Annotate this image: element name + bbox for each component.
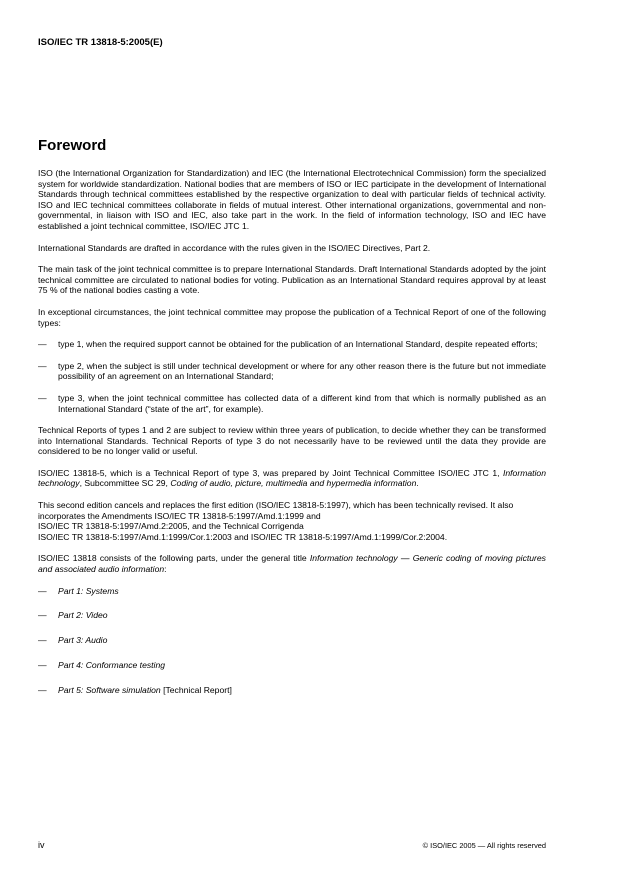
list-dash: — xyxy=(38,659,47,670)
list-item-part-4 xyxy=(38,660,546,671)
page-title: Foreword xyxy=(38,137,107,154)
list-dash: — xyxy=(38,585,47,596)
list-item-part-3 xyxy=(38,635,546,646)
prepared-by-subcommittee: , Subcommittee SC 29, xyxy=(79,478,171,489)
list-dash: — xyxy=(38,635,47,646)
list-dash: — xyxy=(38,339,47,350)
paragraph-main-task: The main task of the joint technical committee is to prepare International Standards. Draft International Standards adopted by the joint technical committee are circulated to national bodies for voting. Publication as an International Standard requires approval by at least 75 % of the national bodies casting a vote. xyxy=(38,264,546,296)
prepared-by-text: ISO/IEC 13818-5, which is a Technical Report of type 3, was prepared by Joint Technical Committee ISO/IEC JTC 1, xyxy=(38,467,503,478)
list-item-type-2 xyxy=(38,361,546,382)
list-item-type-1 xyxy=(38,339,546,350)
paragraph-iso-iec-intro: ISO (the International Organization for Standardization) and IEC (the International Electrotechnical Commission) form the specialized system for worldwide standardization. National bodies that are members of ISO or IEC participate in the development of International Standards through technical committees established by the respective organization to deal with particular fields of technical activity. ISO and IEC technical committees collaborate in fields of mutual interest. Other international organizations, governmental and non-governmental, in liaison with ISO and IEC, also take part in the work. In the field of information technology, ISO and IEC have established a joint technical committee, ISO/IEC JTC 1. xyxy=(38,168,546,231)
page-number: iv xyxy=(38,840,45,850)
parts-intro-text: ISO/IEC 13818 consists of the following parts, under the general title xyxy=(38,553,310,564)
prepared-by-end: . xyxy=(416,478,419,489)
list-item-type-3 xyxy=(38,393,546,414)
parts-general-title: Information technology — Generic coding of moving pictures and associated audio information xyxy=(38,553,546,575)
list-dash: — xyxy=(38,360,47,371)
edition-line-2: ISO/IEC TR 13818-5:1997/Amd.2:2005, and the Technical Corrigenda xyxy=(38,521,304,532)
list-item-text: type 3, when the joint technical committee has collected data of a different kind from that which is normally published as an International Standard (“state of the art”, for example). xyxy=(58,392,546,414)
edition-line-1: This second edition cancels and replaces the first edition (ISO/IEC 13818-5:1997), which has been technically revised. It also incorporates the Amendments ISO/IEC TR 13818-5:1997/Amd.1:1999 and xyxy=(38,500,514,521)
parts-list xyxy=(38,586,546,696)
copyright-notice: © ISO/IEC 2005 — All rights reserved xyxy=(422,841,546,850)
parts-intro-end: : xyxy=(164,564,167,575)
list-dash: — xyxy=(38,684,47,695)
list-item-text: type 2, when the subject is still under technical development or where for any other reason there is the future but not immediate possibility of an agreement on an International Standard; xyxy=(58,360,546,382)
paragraph-directives: International Standards are drafted in accordance with the rules given in the ISO/IEC Directives, Part 2. xyxy=(38,242,431,253)
part-title: Part 2: Video xyxy=(58,610,108,621)
document-header-id: ISO/IEC TR 13818-5:2005(E) xyxy=(38,37,163,48)
paragraph-parts-intro xyxy=(38,553,546,574)
paragraph-exceptional: In exceptional circumstances, the joint technical committee may propose the publication of a Technical Report of one of the following types: xyxy=(38,306,546,328)
prepared-by-field: Information technology xyxy=(38,467,546,489)
list-item-part-1 xyxy=(38,586,546,597)
paragraph-second-edition xyxy=(38,500,546,542)
list-dash: — xyxy=(38,392,47,403)
paragraph-review: Technical Reports of types 1 and 2 are subject to review within three years of publication, to decide whether they can be transformed into International Standards. Technical Reports of type 3 do not necessarily have to be reviewed until the data they provide are considered to be no longer valid or useful. xyxy=(38,425,546,457)
list-item-part-5 xyxy=(38,685,546,696)
list-item-part-2 xyxy=(38,610,546,621)
part-title: Part 4: Conformance testing xyxy=(58,659,165,670)
part-title: Part 1: Systems xyxy=(58,585,119,596)
paragraph-prepared-by xyxy=(38,468,546,489)
list-dash: — xyxy=(38,610,47,621)
list-item-text: type 1, when the required support cannot be obtained for the publication of an International Standard, despite repeated efforts; xyxy=(58,339,538,350)
foreword-body xyxy=(38,168,546,710)
part-title: Part 3: Audio xyxy=(58,635,108,646)
part-title: Part 5: Software simulation xyxy=(58,684,161,695)
part-suffix: [Technical Report] xyxy=(160,684,232,695)
prepared-by-sc-title: Coding of audio, picture, multimedia and hypermedia information xyxy=(170,478,417,489)
edition-line-3: ISO/IEC TR 13818-5:1997/Amd.1:1999/Cor.1:2003 and ISO/IEC TR 13818-5:1997/Amd.1:1999/Cor.2:2004. xyxy=(38,531,448,542)
